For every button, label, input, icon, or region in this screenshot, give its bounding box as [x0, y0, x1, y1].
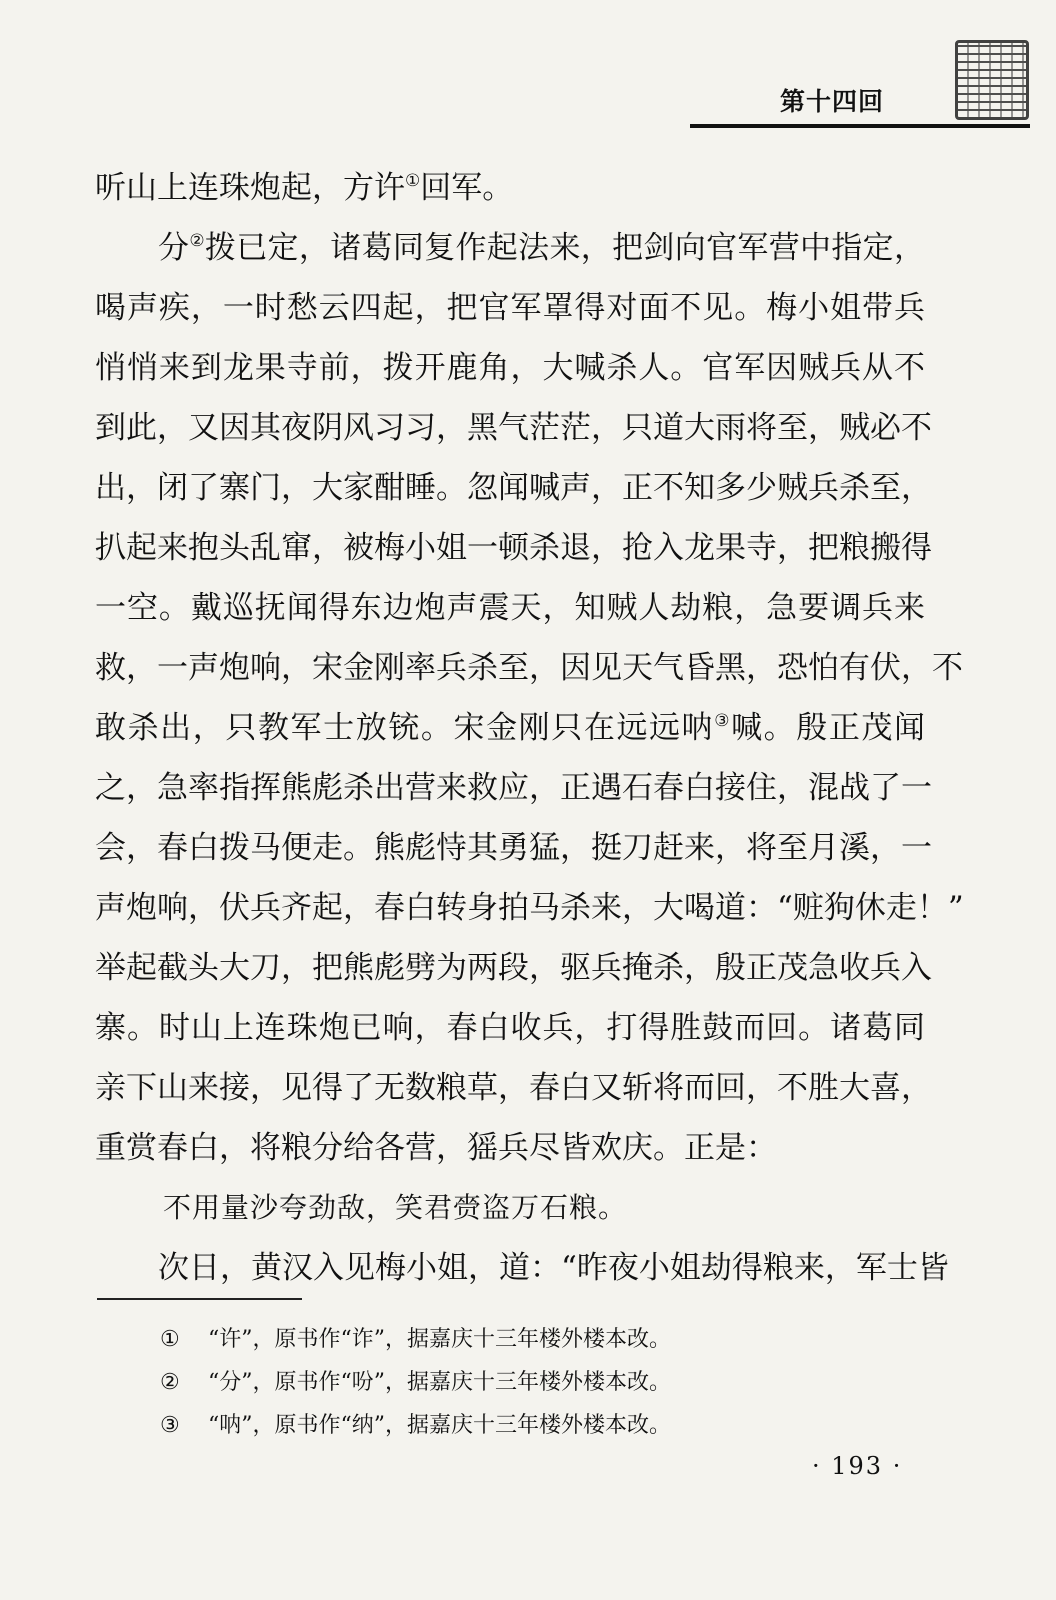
body-text: [95, 158, 964, 1298]
text-line: 声炮响，伏兵齐起，春白转身拍马杀来，大喝道：“赃狗休走！”: [95, 890, 964, 926]
header-rule: [690, 124, 1030, 128]
footnote-rule: [97, 1298, 302, 1300]
text-line: 救，一声炮响，宋金刚率兵杀至，因见天气昏黑，恐怕有伏，不: [95, 650, 963, 686]
verse-line: 不用量沙夸劲敌，笑君赍盗万石粮。: [163, 1191, 628, 1224]
footnote-item: [160, 1404, 900, 1447]
page-number: · 193 ·: [812, 1452, 903, 1480]
text-line: 亲下山来接，见得了无数粮草，春白又斩将而回，不胜大喜，: [95, 1070, 932, 1106]
footnote-mark: ②: [160, 1370, 180, 1395]
text-line: 悄悄来到龙果寺前，拨开鹿角，大喊杀人。官军因贼兵从不: [95, 350, 925, 386]
footnote-mark: ①: [160, 1327, 180, 1352]
footnote-text: “分”，原书作“吩”，据嘉庆十三年楼外楼本改。: [208, 1370, 671, 1395]
text-line: 喝声疾，一时愁云四起，把官军罩得对面不见。梅小姐带兵: [95, 290, 925, 326]
text-line: 举起截头大刀，把熊彪劈为两段，驱兵掩杀，殷正茂急收兵入: [95, 950, 932, 986]
text-line: 分②拨已定，诸葛同复作起法来，把剑向官军营中指定，: [158, 230, 926, 266]
seal-stamp-icon: [955, 40, 1029, 120]
footnote-text: “呐”，原书作“纳”，据嘉庆十三年楼外楼本改。: [208, 1413, 671, 1438]
footnote-ref: ②: [189, 231, 205, 251]
footnote-item: [160, 1318, 900, 1361]
footnote-mark: ③: [160, 1413, 180, 1438]
text-line: 扒起来抱头乱窜，被梅小姐一顿杀退，抢入龙果寺，把粮搬得: [95, 530, 932, 566]
text-line: 重赏春白，将粮分给各营，猺兵尽皆欢庆。正是：: [95, 1130, 777, 1166]
text-line: 会，春白拨马便走。熊彪恃其勇猛，挺刀赶来，将至月溪，一: [95, 830, 932, 866]
text-line: 之，急率指挥熊彪杀出营来救应，正遇石春白接住，混战了一: [95, 770, 932, 806]
footnotes: [160, 1318, 900, 1447]
chapter-title: 第十四回: [780, 87, 885, 116]
footnote-text: “许”，原书作“诈”，据嘉庆十三年楼外楼本改。: [208, 1327, 671, 1352]
footnote-ref: ①: [405, 171, 421, 191]
text-line: 听山上连珠炮起，方许①回军。: [95, 170, 514, 206]
text-line: 次日，黄汉入见梅小姐，道：“昨夜小姐劫得粮来，军士皆: [158, 1250, 949, 1286]
text-line: 出，闭了寨门，大家酣睡。忽闻喊声，正不知多少贼兵杀至，: [95, 470, 932, 506]
footnote-item: [160, 1361, 900, 1404]
footnote-ref: ③: [714, 711, 732, 731]
text-line: 寨。时山上连珠炮已响，春白收兵，打得胜鼓而回。诸葛同: [95, 1010, 925, 1046]
text-line: 一空。戴巡抚闻得东边炮声震天，知贼人劫粮，急要调兵来: [95, 590, 925, 626]
text-line: 到此，又因其夜阴风习习，黑气茫茫，只道大雨将至，贼必不: [95, 410, 932, 446]
text-line: 敢杀出，只教军士放铳。宋金刚只在远远呐③喊。殷正茂闻: [95, 710, 926, 746]
